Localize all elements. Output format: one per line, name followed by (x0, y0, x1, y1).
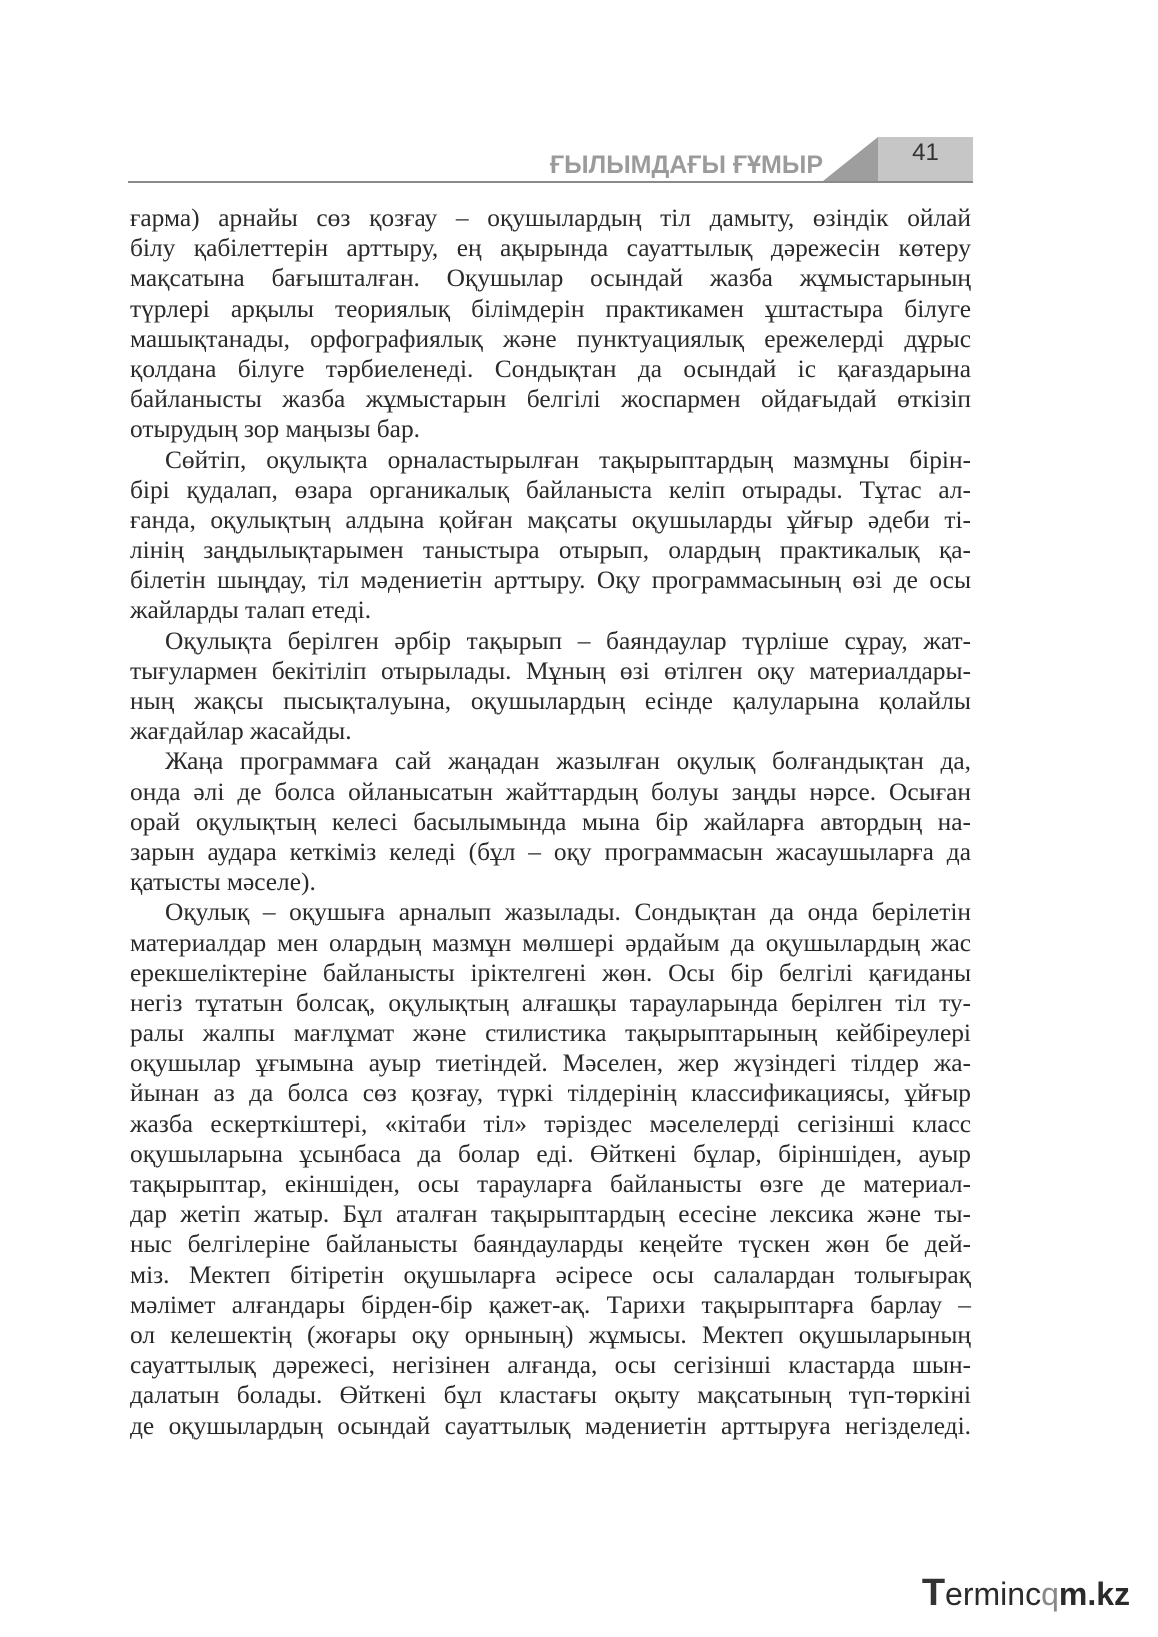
running-header (128, 137, 973, 187)
text-line: лінің заңдылықтарымен таныстыра отырып, олардың практикалық қа- (130, 536, 971, 565)
text-line: де оқушылардың осындай сауаттылық мәдениетін арттыруға негізделеді. (130, 1411, 971, 1440)
text-line: зарын аудара кеткіміз келеді (бұл – оқу программасын жасаушыларға да (130, 837, 971, 866)
body-text (130, 203, 971, 1441)
terminqom-logo (922, 1572, 1130, 1615)
text-line: негіз тұтатын болсақ, оқулықтың алғашқы тарауларында берілген тіл ту- (130, 988, 971, 1017)
text-line: отырудың зор маңызы бар. (130, 415, 420, 444)
text-line: материалдар мен олардың мазмұн мөлшері әрдайым да оқушылардың жас (130, 928, 971, 957)
text-line: байланысты жазба жұмыстарын белгілі жоспармен ойдағыдай өткізіп (130, 385, 971, 414)
text-line: міз. Мектеп бітіретін оқушыларға әсіресе осы салалардан толығырақ (130, 1260, 971, 1289)
text-line: оқушыларына ұсынбаса да болар еді. Өйткені бұлар, біріншіден, ауыр (130, 1139, 971, 1168)
text-line: оқушылар ұғымына ауыр тиетіндей. Мәселен, жер жүзіндегі тілдер жа- (130, 1049, 971, 1078)
logo-text-part2: m.kz (1058, 1576, 1130, 1612)
text-line: машықтанады, орфографиялық және пунктуациялық ережелерді дұрыс (130, 324, 971, 353)
text-line: дар жетіп жатыр. Бұл аталған тақырыптардың есесіне лексика және ты- (130, 1200, 971, 1229)
text-line: сауаттылық дәрежесі, негізінен алғанда, осы сегізінші кластарда шын- (130, 1351, 971, 1380)
text-line: жағдайлар жасайды. (130, 717, 352, 746)
text-line: тығулармен бекітіліп отырылады. Мұның өзі өтілген оқу материалдары- (130, 656, 971, 685)
text-line: Сөйтіп, оқулықта орналастырылған тақырыптардың мазмұны бірін- (165, 445, 971, 474)
text-line: тақырыптар, екіншіден, осы тарауларға байланысты өзге де материал- (130, 1170, 971, 1198)
text-line: Жаңа программаға сай жаңадан жазылған оқулық болғандықтан да, (165, 747, 971, 776)
header-rule (128, 181, 973, 183)
text-line: ол келешектің (жоғары оқу орнының) жұмысы. Мектеп оқушыларының (130, 1320, 971, 1349)
text-line: орай оқулықтың келесі басылымында мына бір жайларға автордың на- (130, 807, 971, 836)
text-line: далатын болады. Өйткені бұл кластағы оқыту мақсатының түп-төркіні (130, 1381, 971, 1410)
logo-letter-t: T (921, 1572, 946, 1614)
text-line: жазба ескерткіштері, «кітаби тіл» тәріздес мәселелерді сегізінші класс (130, 1109, 971, 1138)
text-line: бірі қудалап, өзара органикалық байланыста келіп отырады. Тұтас ал- (130, 475, 971, 504)
text-line: ныс белгілеріне байланысты баяндауларды кеңейте түскен жөн бе дей- (130, 1230, 971, 1259)
header-wedge-shape (823, 137, 878, 181)
text-line: мәлімет алғандары бірден-бір қажет-ақ. Тарихи тақырыптарға барлау – (130, 1290, 971, 1319)
text-line: білу қабілеттерін арттыру, ең ақырында сауаттылық дәрежесін көтеру (130, 234, 971, 263)
text-line: білетін шыңдау, тіл мәдениетін арттыру. Оқу программасының өзі де осы (130, 566, 971, 595)
text-line: түрлері арқылы теориялық білімдерін практикамен ұштастыра білуге (130, 294, 971, 323)
text-line: мақсатына бағышталған. Оқушылар осындай жазба жұмыстарының (130, 264, 971, 293)
text-line: ралы жалпы мағлұмат және стилистика тақырыптарының кейбіреулері (130, 1019, 971, 1048)
text-line: қолдана білуге тәрбиеленеді. Сондықтан да осындай іс қағаздарына (130, 354, 971, 383)
text-line: қатысты мәселе). (130, 868, 316, 897)
text-line: ғанда, оқулықтың алдына қойған мақсаты оқушыларды ұйғыр әдеби ті- (130, 505, 971, 534)
text-line: Оқулық – оқушыға арналып жазылады. Сондықтан да онда берілетін (165, 898, 971, 927)
page-number: 41 (912, 139, 939, 166)
logo-q-glyph: q (1041, 1576, 1059, 1612)
text-line: ерекшеліктеріне байланысты іріктелгені жөн. Осы бір белгілі қағиданы (130, 958, 971, 987)
text-line: Оқулықта берілген әрбір тақырып – баяндаулар түрліше сұрау, жат- (165, 626, 971, 655)
text-line: ғарма) арнайы сөз қозғау – оқушылардың тіл дамыту, өзіндік ойлай (130, 204, 971, 232)
text-line: онда әлі де болса ойланысатын жайттардың болуы заңды нәрсе. Осыған (130, 777, 971, 806)
logo-text-part1: erminc (945, 1576, 1042, 1612)
text-line: йынан аз да болса сөз қозғау, түркі тілдерінің классификациясы, ұйғыр (130, 1079, 971, 1108)
text-line: жайларды талап етеді. (130, 596, 372, 625)
text-line: ның жақсы пысықталуына, оқушылардың есінде қалуларына қолайлы (130, 687, 971, 715)
running-header-title: ҒЫЛЫМДАҒЫ ҒҰМЫР (550, 151, 823, 179)
